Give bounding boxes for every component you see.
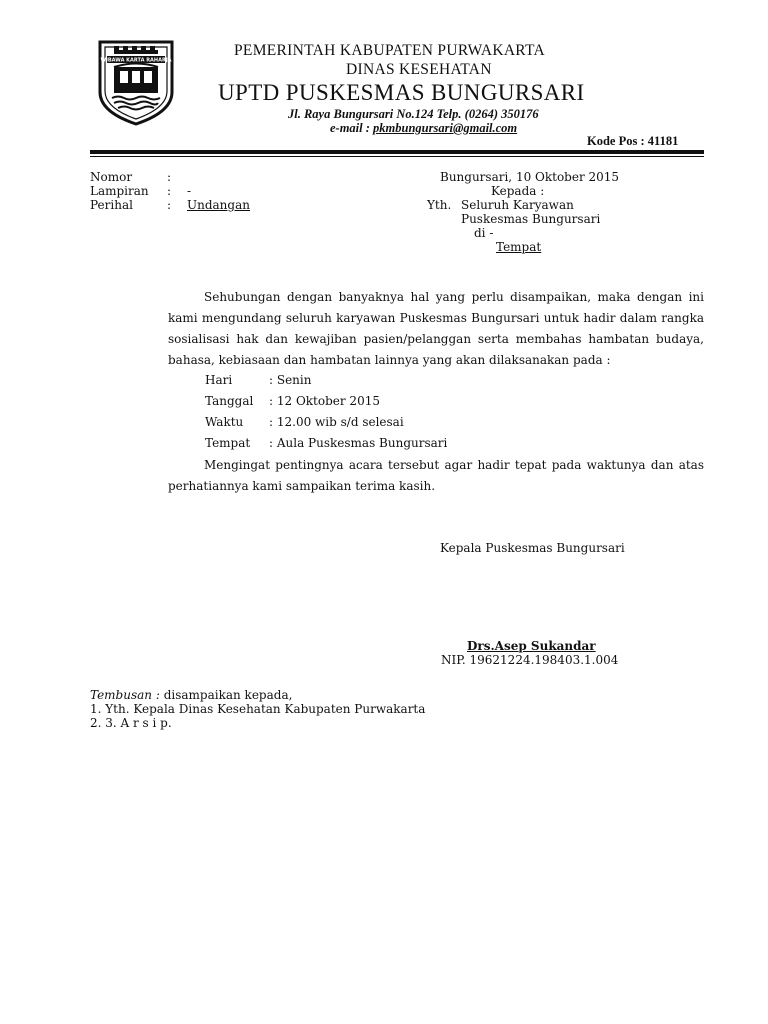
email-link[interactable]: pkmbungursari@gmail.com: [373, 121, 518, 135]
detail-label-tanggal: Tanggal: [205, 394, 254, 408]
perihal-value: Undangan: [187, 198, 250, 212]
detail-value-tempat: : Aula Puskesmas Bungursari: [269, 436, 448, 450]
signature-title: Kepala Puskesmas Bungursari: [440, 541, 625, 555]
letterhead-email-row: [330, 121, 517, 136]
yth-label: Yth.: [427, 198, 452, 212]
header-divider-thick: [90, 150, 704, 154]
recipient-line2: Puskesmas Bungursari: [461, 212, 601, 226]
nomor-label: Nomor: [90, 170, 133, 184]
cc-label-rest: disampaikan kepada,: [163, 688, 293, 702]
recipient-di: di -: [474, 226, 494, 240]
signature-nip: NIP. 19621224.198403.1.004: [441, 653, 619, 667]
letterhead-address: Jl. Raya Bungursari No.124 Telp. (0264) 350176: [288, 107, 539, 121]
place-date: Bungursari, 10 Oktober 2015: [440, 170, 620, 184]
detail-value-hari: : Senin: [269, 373, 312, 387]
detail-value-waktu: : 12.00 wib s/d selesai: [269, 415, 404, 429]
lampiran-label: Lampiran: [90, 184, 149, 198]
body-paragraph-intro: Sehubungan dengan banyaknya hal yang perlu disampaikan, maka dengan ini kami mengundang seluruh karyawan Puskesmas Bungursari untuk hadir dalam rangka sosialisasi hak dan kewajiban pasien/pelanggan serta membahas hambatan budaya, bahasa, kebiasaan dan hambatan lainnya yang akan dilaksanakan pada :: [168, 290, 704, 367]
shield-logo-icon: [92, 40, 180, 126]
perihal-separator: :: [167, 198, 172, 212]
letterhead-institution: UPTD PUSKESMAS BUNGURSARI: [218, 80, 585, 105]
detail-label-tempat: Tempat: [205, 436, 251, 450]
cc-header: [90, 688, 292, 702]
logo-ribbon-text: WIBAWA KARTA RAHARJA: [100, 57, 172, 64]
lampiran-value: -: [187, 184, 192, 198]
header-divider-thin: [90, 156, 704, 157]
recipient-line1: Seluruh Karyawan: [461, 198, 574, 212]
cc-item-1: 1. Yth. Kepala Dinas Kesehatan Kabupaten Purwakarta: [90, 702, 426, 716]
letterhead-government: PEMERINTAH KABUPATEN PURWAKARTA: [234, 42, 546, 59]
detail-value-tanggal: : 12 Oktober 2015: [269, 394, 380, 408]
detail-label-hari: Hari: [205, 373, 233, 387]
letterhead-department: DINAS KESEHATAN: [346, 61, 492, 78]
lampiran-separator: :: [167, 184, 172, 198]
perihal-label: Perihal: [90, 198, 133, 212]
logo-emblem: [92, 40, 180, 126]
cc-label: Tembusan :: [90, 688, 160, 702]
cc-item-2: 2. 3. A r s i p.: [90, 716, 172, 730]
recipient-tempat: Tempat: [496, 240, 542, 254]
detail-label-waktu: Waktu: [205, 415, 244, 429]
kepada-label: Kepada :: [491, 184, 545, 198]
email-label: e-mail :: [330, 121, 370, 135]
nomor-separator: :: [167, 170, 172, 184]
letterhead-postcode: Kode Pos : 41181: [587, 134, 679, 148]
body-paragraph-closing: Mengingat pentingnya acara tersebut agar hadir tepat pada waktunya dan atas perhatiannya kami sampaikan terima kasih.: [168, 458, 704, 493]
signature-name: Drs.Asep Sukandar: [467, 639, 596, 653]
